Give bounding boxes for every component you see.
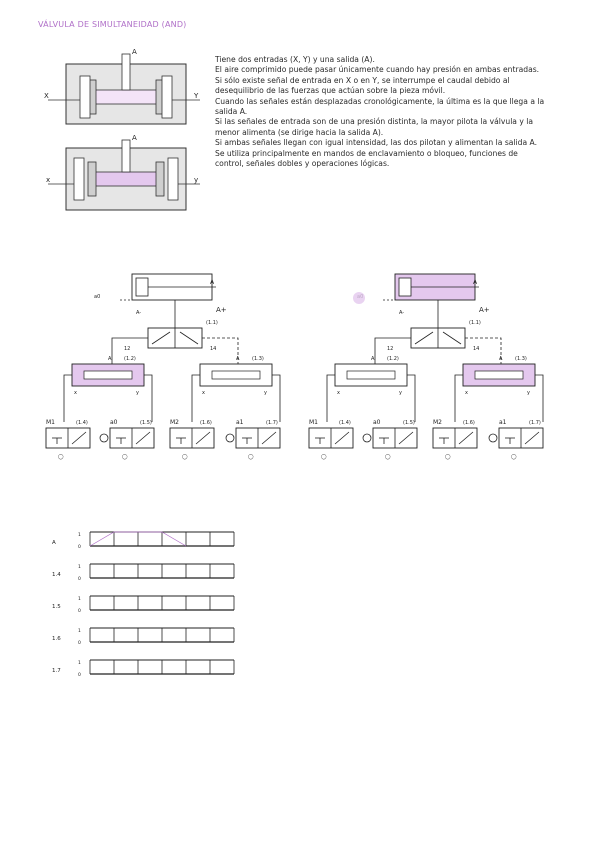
main-valve-port-12: 12 bbox=[124, 346, 131, 352]
cylinder-piston bbox=[136, 278, 148, 296]
sketch-bottom-right: y bbox=[194, 176, 199, 184]
timing-level-high: 1 bbox=[78, 533, 81, 538]
and-valve-right-port-x: x bbox=[202, 390, 205, 396]
timing-level-high: 1 bbox=[78, 661, 81, 666]
timing-level-high: 1 bbox=[78, 629, 81, 634]
valve-3-label: (1.7) bbox=[266, 420, 278, 426]
description-line: Si sólo existe señal de entrada en X o en Y, se interrumpe el caudal debido al desequilibrio de las fuerzas que actúan sobre la pieza móvil. bbox=[215, 75, 510, 96]
sketch-top-left: X bbox=[44, 92, 49, 100]
circuit-diagram-2 bbox=[303, 268, 563, 478]
valve-1-roller bbox=[363, 434, 371, 442]
timing-row-label: A bbox=[52, 540, 56, 546]
and-valve-left-label: (1.2) bbox=[387, 356, 399, 362]
and-valve-right-port-x: x bbox=[465, 390, 468, 396]
timing-level-high: 1 bbox=[78, 597, 81, 602]
cylinder-label: A bbox=[473, 279, 478, 286]
exhaust-icon: ◯ bbox=[511, 454, 517, 460]
and-valve-left-port-x: x bbox=[337, 390, 340, 396]
valve-3-roller bbox=[489, 434, 497, 442]
timing-row-label: 1.4 bbox=[52, 572, 61, 578]
valve-3-name: a1 bbox=[499, 419, 507, 426]
timing-level-high: 1 bbox=[78, 565, 81, 570]
and-valve-sketch bbox=[44, 48, 204, 218]
cylinder-end-label: A+ bbox=[479, 306, 490, 314]
main-valve-port-14: 14 bbox=[473, 346, 480, 352]
description-line: El aire comprimido puede pasar únicamente cuando hay presión en ambas entradas. bbox=[215, 65, 540, 75]
and-valve-left-label: (1.2) bbox=[124, 356, 136, 362]
and-valve-sketch-bottom bbox=[46, 134, 200, 210]
and-valve-right-line-x bbox=[455, 375, 463, 422]
description-line: Si las señales de entrada son de una presión distinta, la mayor pilota la válvula y la menor alimenta (se dirige hacia la salida A). bbox=[215, 117, 534, 137]
timing-level-low: 0 bbox=[78, 641, 81, 646]
valve-1-label: (1.5) bbox=[140, 420, 152, 426]
cylinder-start-label: A- bbox=[399, 310, 405, 316]
timing-row-label: 1.6 bbox=[52, 636, 61, 642]
valve-3-label: (1.7) bbox=[529, 420, 541, 426]
and-valve-right-line-y bbox=[272, 375, 280, 422]
valve-0-name: M1 bbox=[46, 419, 55, 426]
exhaust-icon: ◯ bbox=[122, 454, 128, 460]
and-valve-left-spool bbox=[84, 371, 132, 379]
timing-row-label: 1.7 bbox=[52, 668, 61, 674]
description-line: Cuando las señales están desplazadas cronológicamente, la última es la que llega a la salida A. bbox=[215, 96, 545, 117]
sketch-top-right: Y bbox=[194, 92, 199, 100]
valve-1-roller bbox=[100, 434, 108, 442]
and-valve-right-port-a: A bbox=[236, 356, 240, 362]
exhaust-icon: ◯ bbox=[182, 454, 188, 460]
valve-2-label: (1.6) bbox=[200, 420, 212, 426]
timing-row-label: 1.5 bbox=[52, 604, 61, 610]
valve-0-label: (1.4) bbox=[76, 420, 88, 426]
valve-3-roller bbox=[226, 434, 234, 442]
timing-level-low: 0 bbox=[78, 609, 81, 614]
exhaust-icon: ◯ bbox=[321, 454, 327, 460]
sketch-top-output: A bbox=[132, 48, 137, 56]
and-valve-left-port-y: y bbox=[399, 390, 402, 396]
and-valve-left-port-x: x bbox=[74, 390, 77, 396]
sketch-bottom-output: A bbox=[132, 134, 137, 142]
valve-1-label: (1.5) bbox=[403, 420, 415, 426]
main-valve-label: (1.1) bbox=[206, 320, 218, 326]
and-valve-right-label: (1.3) bbox=[252, 356, 264, 362]
valve-2-name: M2 bbox=[433, 419, 442, 426]
and-valve-left-line-x bbox=[64, 375, 72, 422]
pilot-line-right bbox=[202, 338, 238, 364]
valve-0-label: (1.4) bbox=[339, 420, 351, 426]
cylinder-end-label: A+ bbox=[216, 306, 227, 314]
timing-level-low: 0 bbox=[78, 545, 81, 550]
valve-3-name: a1 bbox=[236, 419, 244, 426]
valve-1-name: a0 bbox=[110, 419, 118, 426]
timing-diagram bbox=[52, 522, 272, 702]
and-valve-right-port-a: A bbox=[499, 356, 503, 362]
and-valve-right-line-x bbox=[192, 375, 200, 422]
cylinder-piston bbox=[399, 278, 411, 296]
valve-2-name: M2 bbox=[170, 419, 179, 426]
and-valve-left-port-y: y bbox=[136, 390, 139, 396]
and-valve-right-line-y bbox=[535, 375, 543, 422]
and-valve-left-line-y bbox=[407, 375, 415, 422]
valve-1-name: a0 bbox=[373, 419, 381, 426]
and-valve-right-spool bbox=[475, 371, 523, 379]
main-valve-port-14: 14 bbox=[210, 346, 217, 352]
and-valve-left-port-a: A bbox=[108, 356, 112, 362]
exhaust-icon: ◯ bbox=[385, 454, 391, 460]
pilot-line-right bbox=[465, 338, 501, 364]
cylinder-label: A bbox=[210, 279, 215, 286]
and-valve-left-port-a: A bbox=[371, 356, 375, 362]
timing-level-low: 0 bbox=[78, 673, 81, 678]
and-valve-left-line-y bbox=[144, 375, 152, 422]
main-valve-port-12: 12 bbox=[387, 346, 394, 352]
and-valve-left-spool bbox=[347, 371, 395, 379]
and-valve-right-spool bbox=[212, 371, 260, 379]
description bbox=[215, 55, 545, 169]
valve-0-name: M1 bbox=[309, 419, 318, 426]
main-valve-label: (1.1) bbox=[469, 320, 481, 326]
and-valve-left-line-x bbox=[327, 375, 335, 422]
page-title: VÁLVULA DE SIMULTANEIDAD (AND) bbox=[38, 20, 187, 29]
description-line: Tiene dos entradas (X, Y) y una salida (A). bbox=[215, 55, 375, 64]
description-line: Si ambas señales llegan con igual intensidad, las dos pilotan y alimentan la salida A. bbox=[215, 138, 538, 148]
and-valve-right-port-y: y bbox=[264, 390, 267, 396]
valve-2-label: (1.6) bbox=[463, 420, 475, 426]
and-valve-sketch-top bbox=[44, 48, 200, 124]
cylinder-start-label: A- bbox=[136, 310, 142, 316]
sensor-highlight bbox=[353, 292, 365, 304]
description-line: Se utiliza principalmente en mandos de enclavamiento o bloqueo, funciones de control, señales dobles y operaciones lógicas. bbox=[215, 148, 518, 169]
sketch-bottom-left: x bbox=[46, 176, 51, 184]
timing-level-low: 0 bbox=[78, 577, 81, 582]
circuit-diagram-1 bbox=[40, 268, 300, 478]
exhaust-icon: ◯ bbox=[58, 454, 64, 460]
exhaust-icon: ◯ bbox=[445, 454, 451, 460]
and-valve-right-label: (1.3) bbox=[515, 356, 527, 362]
exhaust-icon: ◯ bbox=[248, 454, 254, 460]
and-valve-right-port-y: y bbox=[527, 390, 530, 396]
sensor-a0-label: a0 bbox=[94, 294, 101, 300]
